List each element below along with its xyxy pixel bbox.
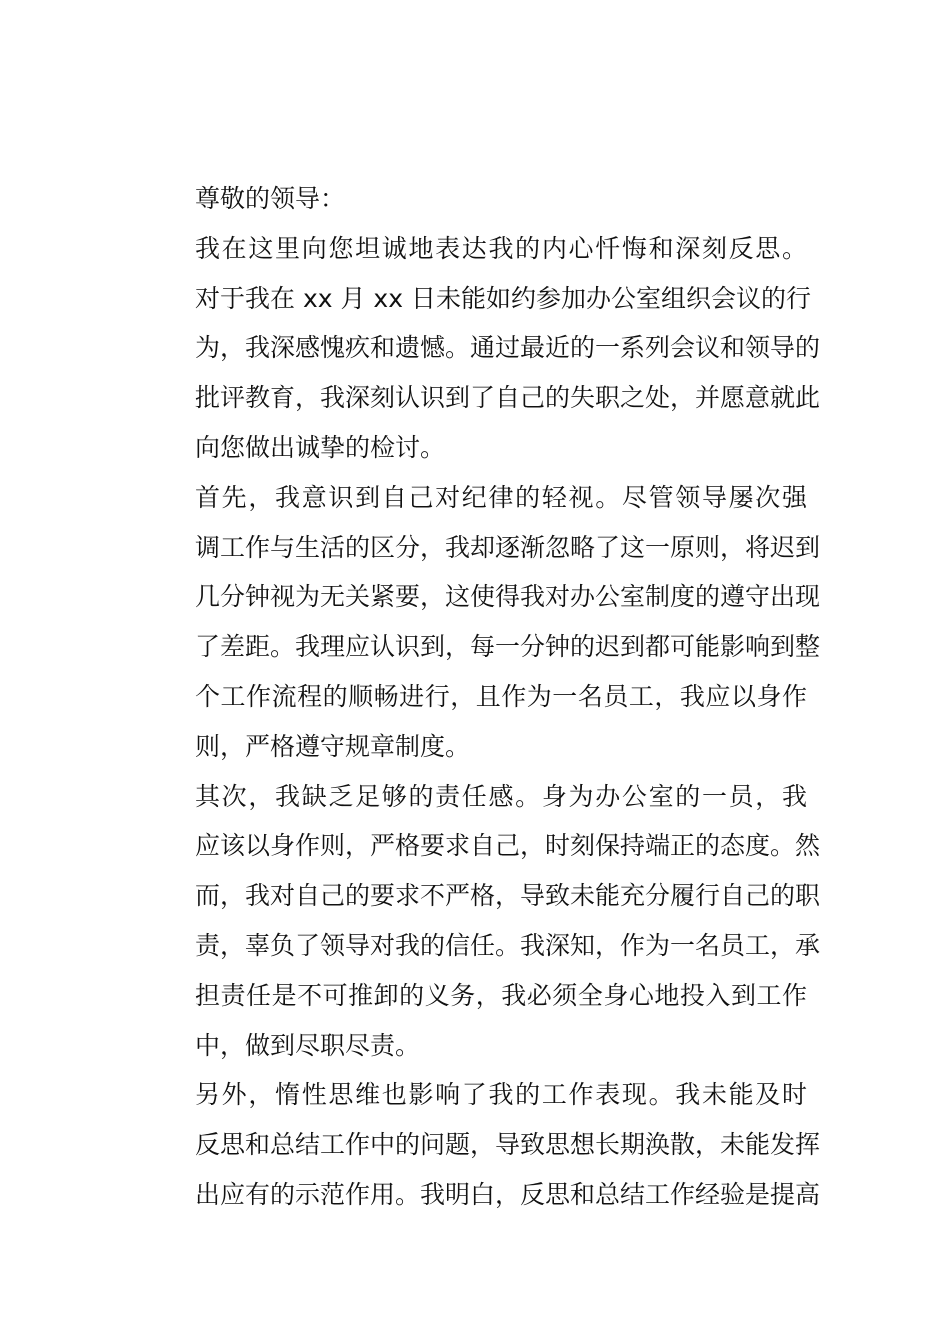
text-line: 调工作与生活的区分，我却逐渐忽略了这一原则，将迟到 bbox=[195, 532, 821, 562]
paragraph-reflection bbox=[145, 1070, 821, 1219]
text-line: 几分钟视为无关紧要，这使得我对办公室制度的遵守出现 bbox=[195, 582, 821, 612]
text-line: 中，做到尽职尽责。 bbox=[195, 1030, 421, 1060]
text-line: 对于我在 xx 月 xx 日未能如约参加办公室组织会议的行 bbox=[195, 283, 811, 313]
salutation: 尊敬的领导： bbox=[195, 184, 346, 213]
text-line: 批评教育，我深刻认识到了自己的失职之处，并愿意就此 bbox=[195, 383, 821, 413]
paragraph-discipline bbox=[145, 473, 821, 772]
text-line: 则，严格遵守规章制度。 bbox=[195, 731, 471, 761]
text-line: 应该以身作则，严格要求自己，时刻保持端正的态度。然 bbox=[195, 831, 821, 861]
paragraph-responsibility bbox=[145, 772, 821, 1071]
text-line: 首先，我意识到自己对纪律的轻视。尽管领导屡次强 bbox=[195, 482, 807, 512]
text-line: 个工作流程的顺畅进行，且作为一名员工，我应以身作 bbox=[195, 681, 807, 711]
text-line: 向您做出诚挚的检讨。 bbox=[195, 432, 446, 462]
text-line: 反思和总结工作中的问题，导致思想长期涣散，未能发挥 bbox=[195, 1130, 821, 1160]
text-line: 另外，惰性思维也影响了我的工作表现。我未能及时 bbox=[195, 1080, 807, 1110]
text-line: 我在这里向您坦诚地表达我的内心忏悔和深刻反思。 bbox=[195, 233, 807, 263]
text-line: 出应有的示范作用。我明白，反思和总结工作经验是提高 bbox=[195, 1179, 821, 1209]
letter-body bbox=[145, 174, 821, 1220]
paragraph-apology bbox=[145, 224, 821, 473]
text-line: 担责任是不可推卸的义务，我必须全身心地投入到工作 bbox=[195, 980, 807, 1010]
text-line: 了差距。我理应认识到，每一分钟的迟到都可能影响到整 bbox=[195, 632, 821, 662]
text-line: 而，我对自己的要求不严格，导致未能充分履行自己的职 bbox=[195, 881, 821, 911]
text-line: 其次，我缺乏足够的责任感。身为办公室的一员，我 bbox=[195, 781, 807, 811]
text-line: 责，辜负了领导对我的信任。我深知，作为一名员工，承 bbox=[195, 930, 821, 960]
text-line: 为，我深感愧疚和遗憾。通过最近的一系列会议和领导的 bbox=[195, 333, 821, 363]
